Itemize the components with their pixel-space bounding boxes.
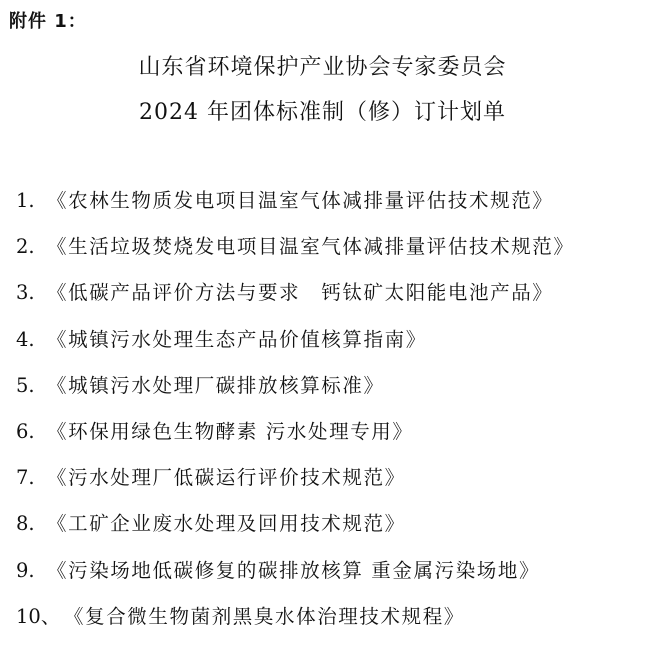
list-item (0, 417, 645, 463)
item-number: 2. (16, 235, 35, 259)
item-title: 《生活垃圾焚烧发电项目温室气体减排量评估技术规范》 (47, 235, 575, 259)
list-item (0, 509, 645, 555)
item-number: 1. (16, 189, 35, 212)
item-number: 10、 (16, 604, 61, 628)
document-title-line-1: 山东省环境保护产业协会专家委员会 (138, 55, 507, 80)
item-title: 《城镇污水处理厂碳排放核算标准》 (47, 373, 385, 397)
standards-list (0, 186, 645, 648)
item-title: 《低碳产品评价方法与要求 钙钛矿太阳能电池产品》 (47, 281, 554, 305)
item-number: 4. (16, 327, 35, 351)
item-title: 《复合微生物菌剂黑臭水体治理技术规程》 (64, 604, 465, 628)
item-title: 《农林生物质发电项目温室气体减排量评估技术规范》 (47, 189, 554, 212)
document-title-line-2: 2024 年团体标准制（修）订计划单 (139, 100, 506, 125)
item-number: 3. (16, 281, 35, 305)
list-item (0, 556, 645, 602)
item-title: 《工矿企业废水处理及回用技术规范》 (47, 512, 406, 536)
item-title: 《环保用绿色生物酵素 污水处理专用》 (47, 419, 414, 443)
list-item (0, 463, 645, 509)
list-item (0, 602, 645, 648)
list-item (0, 278, 645, 324)
item-number: 5. (16, 373, 35, 397)
list-item (0, 325, 645, 371)
item-number: 9. (16, 558, 35, 582)
item-title: 《污染场地低碳修复的碳排放核算 重金属污染场地》 (47, 558, 541, 582)
item-number: 6. (16, 419, 35, 443)
list-item (0, 232, 645, 278)
item-number: 8. (16, 512, 35, 536)
attachment-label: 附件 1： (9, 11, 87, 32)
list-item (0, 186, 645, 232)
item-number: 7. (16, 466, 35, 490)
item-title: 《城镇污水处理生态产品价值核算指南》 (47, 327, 427, 351)
list-item (0, 371, 645, 417)
item-title: 《污水处理厂低碳运行评价技术规范》 (47, 466, 406, 490)
